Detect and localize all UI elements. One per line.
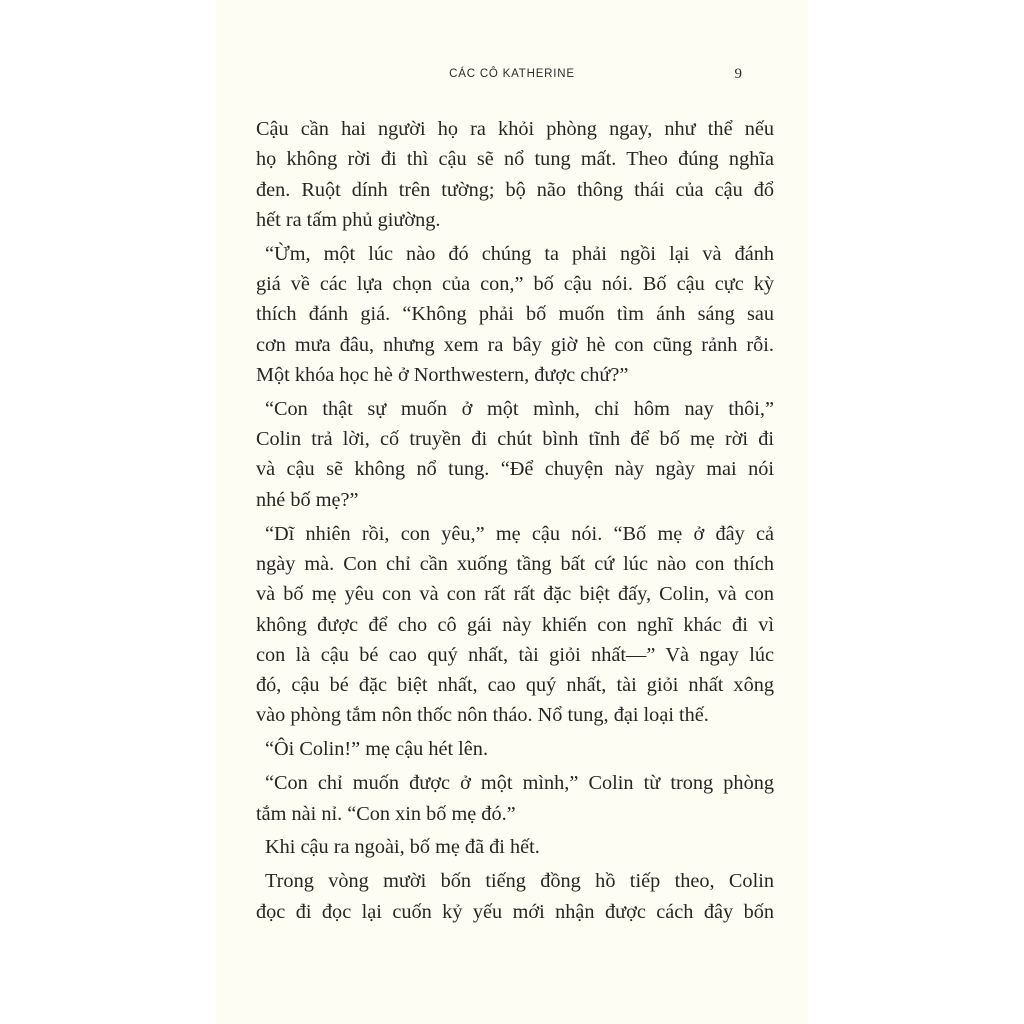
paragraph bbox=[256, 734, 774, 764]
text-line: Khi cậu ra ngoài, bố mẹ đã đi hết. bbox=[265, 836, 540, 859]
paragraph bbox=[256, 832, 774, 862]
text-line: đen. Ruột dính trên tường; bộ não thông thái của cậu đổ bbox=[256, 178, 774, 201]
text-line: “Ừm, một lúc nào đó chúng ta phải ngồi lại và đánh bbox=[265, 242, 774, 265]
paragraph bbox=[256, 866, 774, 927]
text-line: Một khóa học hè ở Northwestern, được chứ?” bbox=[256, 363, 629, 386]
page-number: 9 bbox=[734, 66, 742, 82]
text-line: hết ra tấm phủ giường. bbox=[256, 208, 441, 231]
text-line: và bố mẹ yêu con và con rất rất đặc biệt đấy, Colin, và con bbox=[256, 583, 774, 606]
text-line: “Dĩ nhiên rồi, con yêu,” mẹ cậu nói. “Bố mẹ ở đây cả bbox=[265, 522, 774, 545]
text-line: cơn mưa đâu, nhưng xem ra bây giờ hè con cũng rảnh rỗi. bbox=[256, 333, 774, 356]
text-line: đó, cậu bé đặc biệt nhất, cao quý nhất, tài giỏi nhất xông bbox=[256, 674, 774, 697]
text-line: “Ôi Colin!” mẹ cậu hét lên. bbox=[265, 738, 489, 761]
text-line: “Con chỉ muốn được ở một mình,” Colin từ trong phòng bbox=[265, 772, 774, 795]
running-title: CÁC CÔ KATHERINE bbox=[449, 68, 575, 80]
text-line: Trong vòng mười bốn tiếng đồng hồ tiếp theo, Colin bbox=[265, 870, 774, 893]
text-line: tắm nài nỉ. “Con xin bố mẹ đó.” bbox=[256, 802, 516, 825]
text-line: và cậu sẽ không nổ tung. “Để chuyện này ngày mai nói bbox=[256, 458, 774, 481]
body-text bbox=[256, 114, 774, 927]
paragraph bbox=[256, 114, 774, 235]
text-line: không được để cho cô gái này khiến con nghĩ khác đi vì bbox=[256, 613, 774, 636]
page-header bbox=[216, 64, 808, 84]
text-line: vào phòng tắm nôn thốc nôn tháo. Nổ tung, đại loại thế. bbox=[256, 704, 709, 727]
paragraph bbox=[256, 239, 774, 390]
text-line: Colin trả lời, cố truyền đi chút bình tĩnh để bố mẹ rời đi bbox=[256, 428, 774, 451]
text-line: ngày mà. Con chỉ cần xuống tầng bất cứ lúc nào con thích bbox=[256, 552, 774, 575]
text-line: Cậu cần hai người họ ra khỏi phòng ngay, như thể nếu bbox=[256, 118, 774, 140]
paragraph bbox=[256, 519, 774, 731]
text-line: giá về các lựa chọn của con,” bố cậu nói. Bố cậu cực kỳ bbox=[256, 273, 774, 296]
book-page bbox=[216, 0, 808, 1024]
text-line: họ không rời đi thì cậu sẽ nổ tung mất. Theo đúng nghĩa bbox=[256, 148, 774, 171]
paragraph bbox=[256, 768, 774, 829]
paragraph bbox=[256, 394, 774, 515]
text-line: con là cậu bé cao quý nhất, tài giỏi nhất—” Và ngay lúc bbox=[256, 643, 774, 666]
text-line: đọc đi đọc lại cuốn kỷ yếu mới nhận được cách đây bốn bbox=[256, 900, 774, 923]
text-line: thích đánh giá. “Không phải bố muốn tìm ánh sáng sau bbox=[256, 303, 774, 326]
text-line: “Con thật sự muốn ở một mình, chỉ hôm nay thôi,” bbox=[265, 397, 774, 420]
text-line: nhé bố mẹ?” bbox=[256, 488, 359, 511]
